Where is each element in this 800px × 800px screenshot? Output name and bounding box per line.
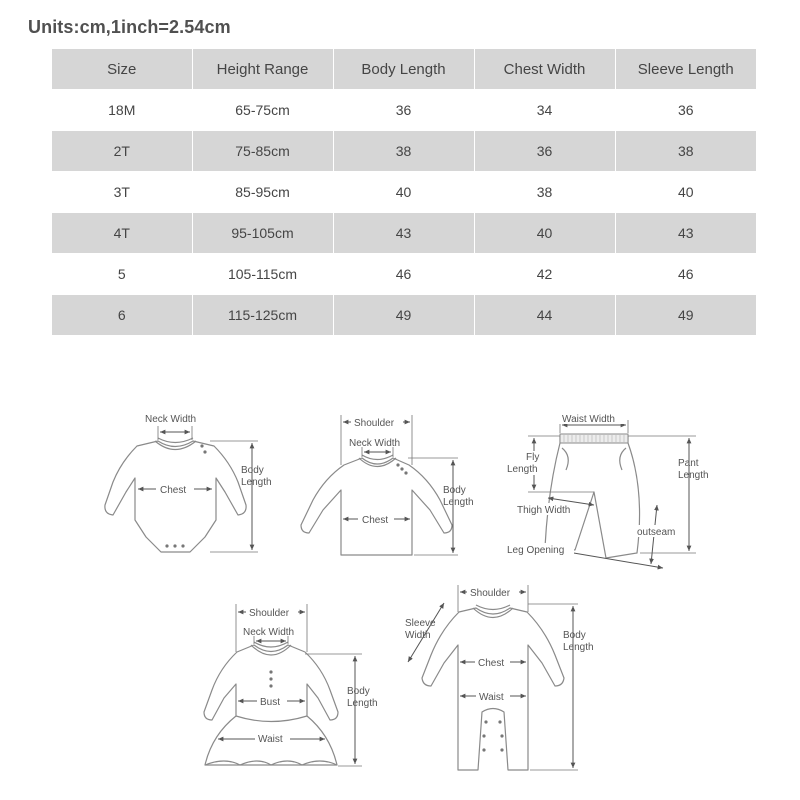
romper-neck — [476, 605, 510, 610]
bodysuit-outline — [105, 441, 246, 552]
bodysuit-chest-label: Chest — [160, 485, 187, 496]
romper-shoulder-label: Shoulder — [470, 588, 511, 599]
snap-dot — [484, 720, 487, 723]
snap-dot — [181, 544, 184, 547]
button-dot — [396, 463, 399, 466]
pants-leg-opening-label: Leg Opening — [507, 545, 565, 556]
cell-height-range: 95-105cm — [192, 213, 333, 254]
dress-diagram — [204, 604, 378, 766]
cell-chest-width: 44 — [474, 295, 615, 336]
shirt-body-length-label-2: Length — [443, 497, 474, 508]
dress-bust-label: Bust — [260, 697, 281, 708]
snap-dot — [500, 734, 503, 737]
snap-dot — [173, 544, 176, 547]
button-dot — [269, 677, 272, 680]
pants-diagram — [506, 412, 709, 568]
cell-body-length: 36 — [333, 90, 474, 131]
cell-size: 5 — [52, 254, 192, 295]
bodysuit-diagram — [105, 414, 272, 552]
bodysuit-body-length-label-1: Body — [241, 465, 264, 476]
pants-waist-width-label: Waist Width — [562, 414, 615, 425]
button-dot — [400, 467, 403, 470]
cell-sleeve-length: 38 — [615, 131, 756, 172]
cell-size: 3T — [52, 172, 192, 213]
cell-height-range: 115-125cm — [192, 295, 333, 336]
snap-dot — [500, 748, 503, 751]
pants-waistband — [560, 434, 628, 443]
snap-dot — [165, 544, 168, 547]
cell-size: 6 — [52, 295, 192, 336]
cell-size: 18M — [52, 90, 192, 131]
pants-thigh-width-label: Thigh Width — [517, 505, 571, 516]
button-dot — [269, 684, 272, 687]
romper-sleeve-width-label-1: Sleeve — [405, 618, 436, 629]
romper-chest-label: Chest — [478, 658, 505, 669]
snap-dot — [203, 450, 206, 453]
pants-pant-length-label-1: Pant — [678, 458, 699, 469]
snap-dot — [482, 748, 485, 751]
cell-height-range: 75-85cm — [192, 131, 333, 172]
cell-chest-width: 40 — [474, 213, 615, 254]
pocket-right — [620, 448, 626, 470]
romper-sleeve-width-label-2: Width — [405, 630, 431, 641]
dress-shoulder-label: Shoulder — [249, 608, 290, 619]
shirt-neck-width-label: Neck Width — [349, 438, 401, 449]
shirt-diagram — [301, 415, 474, 555]
snap-dot — [482, 734, 485, 737]
pants-outline — [545, 436, 640, 558]
cell-size: 2T — [52, 131, 192, 172]
cell-size: 4T — [52, 213, 192, 254]
dress-neck-width-label: Neck Width — [243, 627, 295, 638]
header-body-length: Body Length — [333, 49, 474, 90]
shirt-neck — [362, 455, 393, 460]
snap-dot — [498, 720, 501, 723]
pants-outseam-label: outseam — [637, 527, 676, 538]
pants-fly-length-label-1: Fly — [526, 452, 540, 463]
cell-height-range: 85-95cm — [192, 172, 333, 213]
cell-height-range: 105-115cm — [192, 254, 333, 295]
dress-body-length-label-1: Body — [347, 686, 370, 697]
cell-chest-width: 34 — [474, 90, 615, 131]
cell-sleeve-length: 36 — [615, 90, 756, 131]
cell-chest-width: 38 — [474, 172, 615, 213]
shirt-shoulder-label: Shoulder — [354, 418, 395, 429]
bodysuit-neck-width-label: Neck Width — [145, 414, 197, 425]
snap-dot — [200, 444, 203, 447]
romper-body-length-label-1: Body — [563, 630, 586, 641]
cell-chest-width: 36 — [474, 131, 615, 172]
romper-outline — [422, 608, 564, 770]
cell-sleeve-length: 49 — [615, 295, 756, 336]
dress-waist-label: Waist — [258, 734, 283, 745]
pants-fly-length-label-2: Length — [507, 464, 538, 475]
button-dot — [269, 670, 272, 673]
units-note: Units:cm,1inch=2.54cm — [28, 17, 231, 37]
romper-body-length-label-2: Length — [563, 642, 594, 653]
cell-body-length: 43 — [333, 213, 474, 254]
cell-body-length: 49 — [333, 295, 474, 336]
dress-waistline — [236, 716, 307, 722]
bodysuit-body-length-label-2: Length — [241, 477, 272, 488]
romper-waist-label: Waist — [479, 692, 504, 703]
pocket-left — [562, 448, 568, 470]
shirt-outline — [301, 458, 452, 555]
header-sleeve-length: Sleeve Length — [615, 49, 756, 90]
cell-sleeve-length: 43 — [615, 213, 756, 254]
cell-body-length: 40 — [333, 172, 474, 213]
shirt-body-length-label-1: Body — [443, 485, 466, 496]
pants-pant-length-label-2: Length — [678, 470, 709, 481]
cell-sleeve-length: 46 — [615, 254, 756, 295]
cell-chest-width: 42 — [474, 254, 615, 295]
bodysuit-neck — [158, 438, 193, 443]
cell-height-range: 65-75cm — [192, 90, 333, 131]
dress-neck — [254, 642, 288, 647]
dress-body-length-label-2: Length — [347, 698, 378, 709]
header-height-range: Height Range — [192, 49, 333, 90]
header-chest-width: Chest Width — [474, 49, 615, 90]
cell-sleeve-length: 40 — [615, 172, 756, 213]
button-dot — [404, 471, 407, 474]
romper-diagram — [405, 585, 594, 770]
shirt-chest-label: Chest — [362, 515, 389, 526]
cell-body-length: 46 — [333, 254, 474, 295]
cell-body-length: 38 — [333, 131, 474, 172]
header-size: Size — [52, 49, 192, 90]
